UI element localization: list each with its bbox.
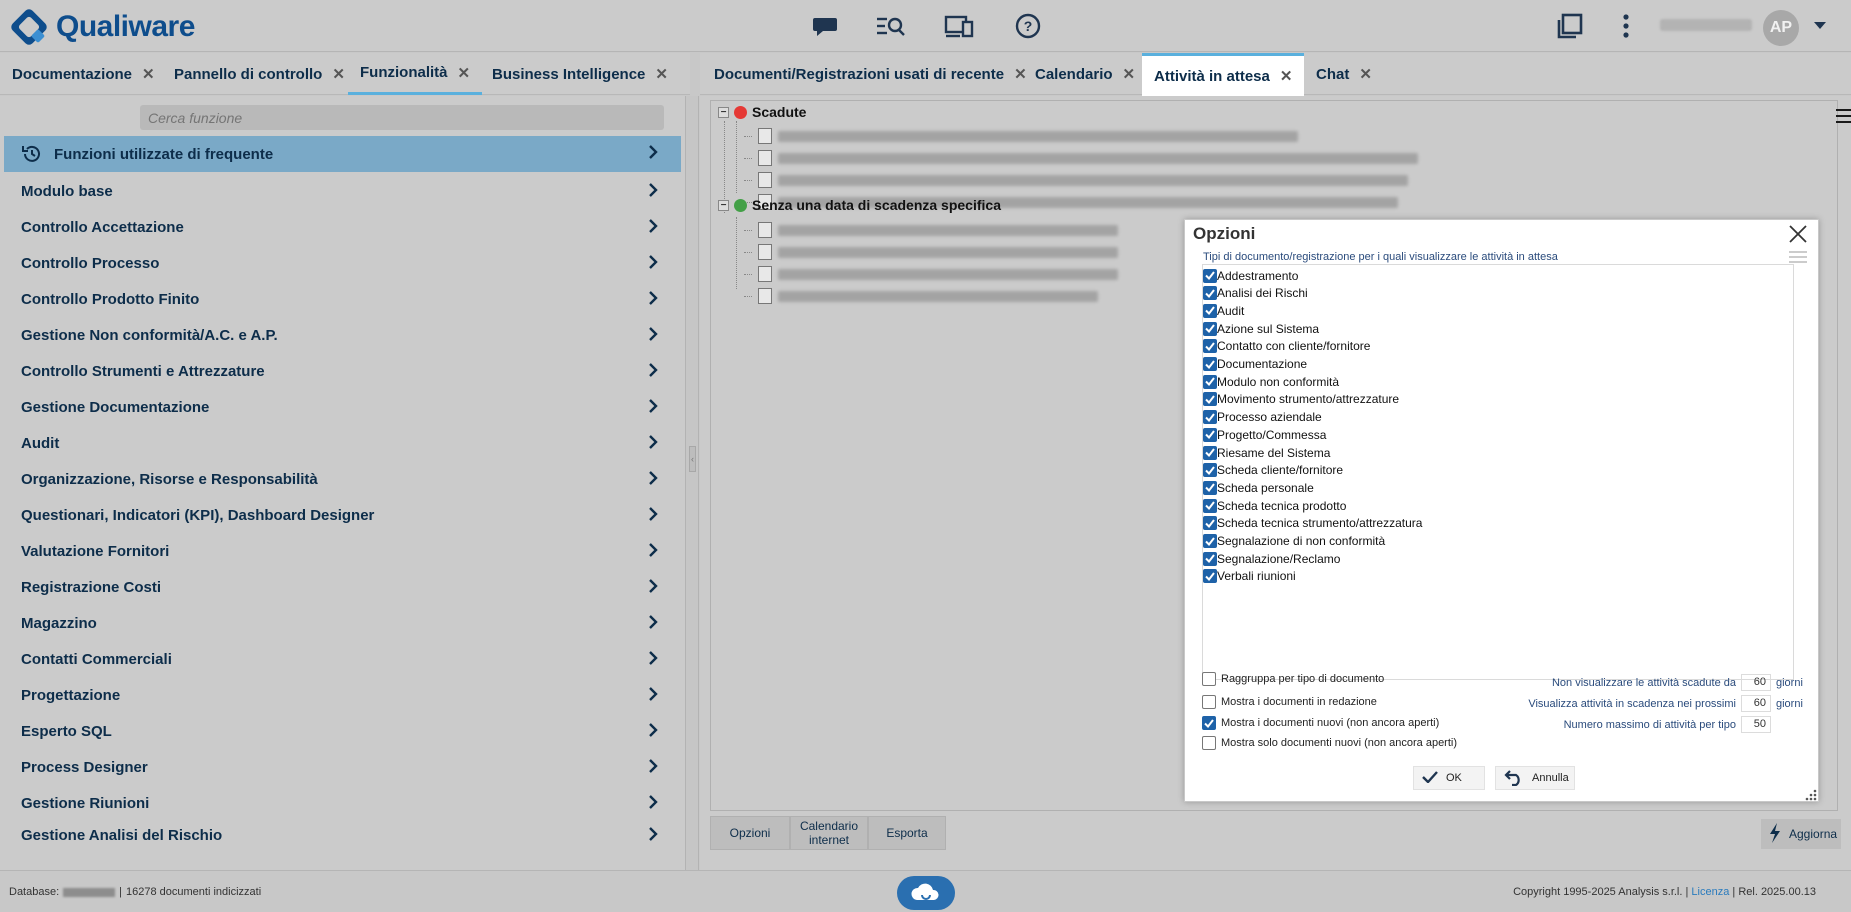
menu-label: Valutazione Fornitori — [21, 542, 170, 560]
hamburger-menu-icon[interactable] — [1836, 109, 1851, 128]
tree-leaf[interactable] — [744, 171, 1408, 189]
menu-item[interactable] — [0, 354, 681, 388]
aggiorna-label: Aggiorna — [1789, 827, 1838, 841]
redacted-db-name — [63, 888, 115, 897]
document-type-label: Verbali riunioni — [1217, 569, 1296, 584]
check-icon — [1422, 771, 1438, 786]
document-type-item[interactable] — [1203, 479, 1314, 496]
tab-label: Pannello di controllo — [174, 65, 323, 83]
document-type-label: Modulo non conformità — [1217, 374, 1340, 389]
setting-unit: giorni — [1776, 697, 1803, 710]
ok-button[interactable] — [1413, 766, 1485, 790]
document-type-label: Azione sul Sistema — [1217, 321, 1320, 336]
chevron-right-icon — [648, 218, 658, 238]
menu-label: Controllo Strumenti e Attrezzature — [21, 362, 265, 380]
tab-documentazione[interactable] — [0, 53, 167, 95]
document-type-label: Processo aziendale — [1217, 410, 1322, 425]
logo[interactable] — [8, 6, 195, 48]
chevron-right-icon — [648, 290, 658, 310]
status-bar — [0, 870, 1851, 912]
menu-item[interactable] — [0, 714, 681, 748]
green-status-icon — [734, 199, 747, 212]
document-types-list[interactable] — [1202, 264, 1794, 680]
menu-label: Gestione Documentazione — [21, 398, 210, 416]
chevron-right-icon — [648, 722, 658, 742]
document-type-item[interactable] — [1203, 356, 1307, 373]
setting-in-scadenza — [1528, 695, 1804, 712]
menu-label: Audit — [21, 434, 60, 452]
tree-leaf[interactable] — [744, 221, 1118, 239]
menu-item[interactable] — [0, 210, 681, 244]
qualiware-logo-icon — [8, 6, 50, 48]
tree-leaf[interactable] — [744, 149, 1418, 167]
checkbox[interactable] — [1203, 410, 1217, 424]
menu-label: Gestione Riunioni — [21, 794, 150, 812]
more-vertical-icon[interactable] — [1611, 11, 1641, 41]
option-label: Mostra i documenti in redazione — [1221, 696, 1377, 708]
checkbox[interactable] — [1203, 357, 1217, 371]
menu-item[interactable] — [0, 750, 681, 784]
menu-label: Contatti Commerciali — [21, 650, 172, 668]
document-type-item[interactable] — [1203, 320, 1319, 337]
chevron-down-icon[interactable] — [1805, 11, 1835, 41]
document-icon — [758, 266, 772, 282]
tab-label: Business Intelligence — [492, 65, 646, 83]
tab-pannello-di-controllo[interactable] — [162, 53, 357, 95]
checkbox[interactable] — [1202, 736, 1216, 750]
tree-node-no-deadline[interactable] — [718, 197, 1001, 213]
menu-label: Questionari, Indicatori (KPI), Dashboard Designer — [21, 506, 375, 524]
document-type-item[interactable] — [1203, 444, 1330, 461]
document-icon — [758, 150, 772, 166]
document-icon — [758, 288, 772, 304]
option-label: Mostra i documenti nuovi (non ancora aperti) — [1221, 717, 1440, 729]
chevron-right-icon — [648, 506, 658, 526]
document-type-label: Scheda personale — [1217, 480, 1314, 495]
svg-text:?: ? — [1023, 18, 1033, 34]
resize-grip-icon[interactable] — [1805, 788, 1817, 806]
options-dialog — [1184, 219, 1819, 802]
checkbox[interactable] — [1203, 446, 1217, 460]
menu-label: Organizzazione, Risorse e Responsabilità — [21, 470, 318, 488]
collapse-icon[interactable]: − — [718, 107, 729, 118]
menu-label: Esperto SQL — [21, 722, 112, 740]
setting-scadute — [1552, 674, 1804, 691]
checkbox[interactable] — [1203, 339, 1217, 353]
menu-item-funzioni-frequenti[interactable] — [4, 136, 681, 172]
tree-line — [736, 217, 737, 289]
max-input[interactable]: 50 — [1741, 716, 1771, 733]
status-database — [9, 886, 261, 898]
checkbox[interactable] — [1203, 428, 1217, 442]
tree-node-expired[interactable] — [718, 104, 806, 120]
help-icon[interactable] — [1013, 11, 1043, 41]
bottom-toolbar — [710, 816, 946, 850]
tab-label: Funzionalità — [360, 64, 448, 81]
menu-label: Funzioni utilizzate di frequente — [54, 145, 274, 163]
close-icon[interactable] — [1788, 224, 1808, 249]
redacted-text — [778, 225, 1118, 236]
tab-label: Attività in attesa — [1154, 67, 1270, 85]
lightning-icon — [1769, 823, 1781, 846]
document-type-item[interactable] — [1203, 373, 1339, 390]
document-type-label: Documentazione — [1217, 357, 1308, 371]
checkbox[interactable] — [1203, 304, 1217, 318]
menu-label: Modulo base — [21, 182, 113, 200]
menu-item[interactable] — [0, 174, 681, 208]
menu-item[interactable] — [0, 534, 681, 568]
chevron-right-icon — [648, 542, 658, 562]
left-tab-bar — [0, 53, 690, 95]
chevron-right-icon — [648, 254, 658, 274]
document-type-item[interactable] — [1203, 426, 1326, 443]
license-link[interactable]: Licenza — [1691, 886, 1730, 898]
indexed-count: 16278 documenti indicizzati — [126, 886, 262, 898]
checkbox[interactable] — [1202, 716, 1216, 730]
option-raggruppa[interactable] — [1202, 672, 1384, 686]
chevron-right-icon — [648, 826, 658, 846]
chevron-right-icon — [648, 758, 658, 778]
document-type-label: Segnalazione/Reclamo — [1217, 551, 1341, 566]
menu-label: Gestione Analisi del Rischio — [21, 826, 223, 844]
menu-item[interactable] — [0, 246, 681, 280]
setting-max-attivita — [1564, 716, 1804, 733]
tab-label: Calendario — [1035, 65, 1113, 83]
search-list-icon[interactable] — [876, 11, 906, 41]
cancel-label: Annulla — [1532, 772, 1569, 784]
option-redazione[interactable] — [1202, 695, 1377, 709]
dialog-subtitle: Tipi di documento/registrazione per i quali visualizzare le attività in attesa — [1203, 251, 1558, 263]
redacted-text — [778, 153, 1418, 164]
chat-icon[interactable] — [810, 11, 840, 41]
document-type-label: Segnalazione di non conformità — [1217, 534, 1386, 548]
close-icon[interactable]: ✕ — [332, 66, 345, 83]
document-type-label: Scheda tecnica strumento/attrezzatura — [1217, 516, 1423, 531]
undo-icon — [1504, 768, 1524, 789]
logo-text: Qualiware — [56, 10, 195, 43]
chevron-right-icon — [648, 650, 658, 670]
devices-icon[interactable] — [944, 11, 974, 41]
setting-label: Numero massimo di attività per tipo — [1563, 718, 1736, 731]
chevron-right-icon — [648, 686, 658, 706]
menu-label: Progettazione — [21, 686, 121, 704]
history-star-icon — [21, 143, 43, 169]
collapse-handle[interactable]: ‹ — [689, 446, 696, 472]
close-icon[interactable]: ✕ — [1279, 68, 1293, 85]
document-icon — [758, 172, 772, 188]
red-status-icon — [734, 106, 747, 119]
chevron-right-icon — [648, 434, 658, 454]
checkbox[interactable] — [1203, 392, 1217, 406]
top-bar — [0, 0, 1851, 52]
tab-documenti-recenti[interactable] — [702, 53, 1039, 95]
user-name — [1660, 19, 1752, 31]
chevron-right-icon — [648, 182, 658, 202]
esporta-button[interactable]: Esporta — [868, 816, 946, 850]
opzioni-button[interactable]: Opzioni — [710, 816, 790, 850]
redacted-text — [778, 291, 1098, 302]
assistant-button[interactable] — [897, 876, 955, 910]
document-type-item[interactable] — [1203, 568, 1296, 585]
tab-attivita-in-attesa[interactable] — [1142, 53, 1304, 96]
tree-leaf[interactable] — [744, 265, 1118, 283]
menu-item[interactable] — [0, 678, 681, 712]
document-type-label: Scheda cliente/fornitore — [1217, 463, 1344, 478]
document-type-item[interactable] — [1203, 338, 1370, 355]
menu-item[interactable] — [0, 818, 681, 852]
menu-label: Controllo Accettazione — [21, 218, 184, 236]
menu-label: Gestione Non conformità/A.C. e A.P. — [21, 326, 278, 344]
setting-label: Non visualizzare le attività scadute da — [1551, 676, 1736, 689]
document-type-label: Analisi dei Rischi — [1217, 286, 1308, 301]
tab-business-intelligence[interactable] — [480, 53, 680, 95]
aggiorna-button[interactable] — [1761, 819, 1841, 849]
tree-leaf[interactable] — [744, 287, 1098, 305]
document-type-item[interactable] — [1203, 550, 1340, 567]
document-type-item[interactable] — [1203, 391, 1399, 408]
windows-icon[interactable] — [1555, 11, 1585, 41]
chevron-right-icon — [648, 144, 658, 164]
checkbox[interactable] — [1203, 286, 1217, 300]
tree-line — [736, 121, 737, 193]
tab-chat[interactable] — [1304, 53, 1384, 95]
document-type-item[interactable] — [1203, 267, 1298, 284]
menu-label: Controllo Processo — [21, 254, 160, 272]
menu-item[interactable] — [0, 498, 681, 532]
checkbox[interactable] — [1203, 499, 1217, 513]
redacted-text — [778, 131, 1298, 142]
document-icon — [758, 128, 772, 144]
redacted-text — [778, 175, 1408, 186]
document-type-item[interactable] — [1203, 533, 1385, 550]
document-type-item[interactable] — [1203, 515, 1422, 532]
menu-item[interactable] — [0, 426, 681, 460]
checkbox[interactable] — [1203, 269, 1217, 283]
close-icon[interactable]: ✕ — [1014, 66, 1027, 83]
copyright-text: Copyright 1995-2025 Analysis s.r.l. | — [1513, 886, 1689, 898]
redacted-text — [778, 269, 1118, 280]
document-type-item[interactable] — [1203, 462, 1343, 479]
checkbox[interactable] — [1203, 552, 1217, 566]
checkbox[interactable] — [1203, 322, 1217, 336]
tab-label: Documenti/Registrazioni usati di recente — [714, 65, 1005, 83]
cloud-chat-icon — [911, 882, 941, 904]
checkbox[interactable] — [1202, 695, 1216, 709]
close-icon[interactable]: ✕ — [1122, 66, 1136, 83]
chevron-right-icon — [648, 470, 658, 490]
chevron-right-icon — [648, 362, 658, 382]
menu-item[interactable] — [0, 390, 681, 424]
panel-splitter[interactable] — [685, 96, 699, 870]
dialog-title: Opzioni — [1193, 224, 1256, 243]
menu-item[interactable] — [0, 570, 681, 604]
functions-panel — [0, 96, 690, 870]
chevron-right-icon — [648, 614, 658, 634]
chevron-right-icon — [648, 398, 658, 418]
calendario-internet-button[interactable]: Calendario internet — [790, 816, 868, 850]
redacted-text — [778, 247, 1118, 258]
close-icon[interactable]: ✕ — [1359, 66, 1372, 83]
chevron-right-icon — [648, 326, 658, 346]
tab-label: Documentazione — [12, 65, 133, 83]
checkbox[interactable] — [1203, 463, 1217, 477]
option-nuovi[interactable] — [1202, 716, 1439, 730]
document-type-item[interactable] — [1203, 409, 1322, 426]
checkbox[interactable] — [1202, 672, 1216, 686]
document-type-label: Movimento strumento/attrezzature — [1217, 392, 1400, 407]
tab-label: Chat — [1316, 65, 1350, 83]
menu-label: Magazzino — [21, 614, 97, 632]
option-label: Mostra solo documenti nuovi (non ancora aperti) — [1221, 737, 1458, 749]
document-type-item[interactable] — [1203, 285, 1308, 302]
setting-label: Visualizza attività in scadenza nei prossimi — [1528, 697, 1736, 710]
tab-funzionalita[interactable] — [348, 53, 482, 95]
release-text: | Rel. 2025.00.13 — [1732, 886, 1816, 898]
separator: | — [119, 886, 123, 898]
document-type-label: Scheda tecnica prodotto — [1217, 498, 1347, 513]
tree-leaf[interactable] — [744, 127, 1298, 145]
checkbox[interactable] — [1203, 569, 1217, 583]
document-type-label: Riesame del Sistema — [1217, 445, 1331, 460]
tab-calendario[interactable] — [1023, 53, 1147, 95]
avatar[interactable]: AP — [1763, 10, 1799, 46]
option-label: Raggruppa per tipo di documento — [1221, 673, 1385, 685]
option-solo-nuovi[interactable] — [1202, 736, 1457, 750]
tree-node-label: Senza una data di scadenza specifica — [752, 197, 1001, 213]
document-type-item[interactable] — [1203, 302, 1244, 319]
checkbox[interactable] — [1203, 516, 1217, 530]
setting-unit: giorni — [1776, 676, 1803, 689]
close-icon[interactable]: ✕ — [142, 66, 155, 83]
menu-item[interactable] — [0, 282, 681, 316]
document-icon — [758, 244, 772, 260]
cancel-button[interactable] — [1495, 766, 1575, 790]
menu-label: Process Designer — [21, 758, 148, 776]
right-tab-bar — [700, 53, 1851, 95]
status-copyright — [1513, 886, 1816, 898]
document-icon — [758, 222, 772, 238]
document-type-label: Audit — [1217, 303, 1245, 318]
document-type-label: Progetto/Commessa — [1217, 427, 1327, 442]
close-icon[interactable]: ✕ — [457, 64, 471, 82]
collapse-icon[interactable]: − — [718, 200, 729, 211]
menu-label: Registrazione Costi — [21, 578, 162, 596]
tree-node-label: Scadute — [752, 104, 807, 120]
document-type-item[interactable] — [1203, 497, 1346, 514]
chevron-right-icon — [648, 794, 658, 814]
ok-label: OK — [1446, 772, 1462, 784]
menu-item[interactable] — [0, 642, 681, 676]
checkbox[interactable] — [1203, 481, 1217, 495]
checkbox[interactable] — [1203, 534, 1217, 548]
db-label: Database: — [9, 886, 60, 898]
document-type-label: Contatto con cliente/fornitore — [1217, 339, 1371, 354]
menu-item[interactable] — [0, 606, 681, 640]
menu-item[interactable] — [0, 786, 681, 820]
tree-leaf[interactable] — [744, 243, 1118, 261]
document-type-label: Addestramento — [1217, 268, 1299, 283]
days-input[interactable]: 60 — [1741, 674, 1771, 691]
days-input[interactable]: 60 — [1741, 695, 1771, 712]
menu-item[interactable] — [0, 462, 681, 496]
menu-item[interactable] — [0, 318, 681, 352]
menu-label: Controllo Prodotto Finito — [21, 290, 200, 308]
chevron-right-icon — [648, 578, 658, 598]
search-input[interactable] — [140, 105, 664, 130]
close-icon[interactable]: ✕ — [655, 66, 668, 83]
checkbox[interactable] — [1203, 375, 1217, 389]
